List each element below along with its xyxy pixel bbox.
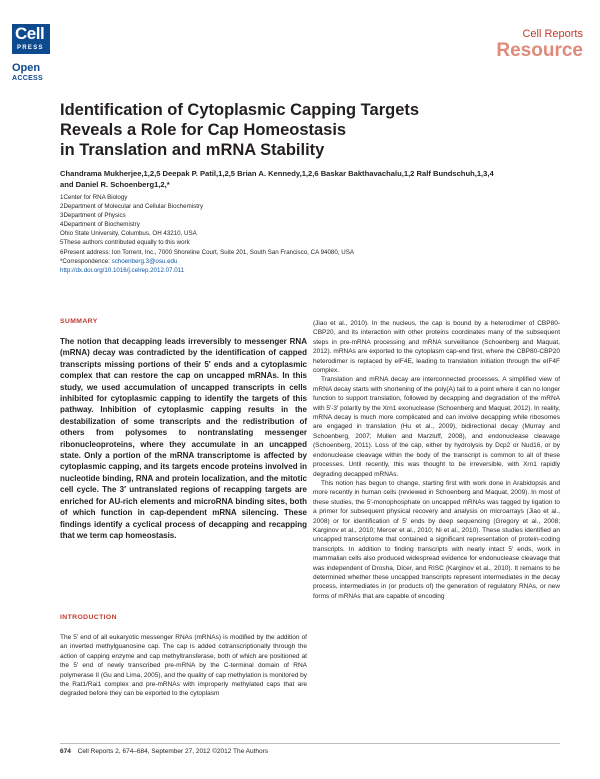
- footer-citation: Cell Reports 2, 674–684, September 27, 2012 ©2012 The Authors: [77, 748, 269, 755]
- doi-link[interactable]: http://dx.doi.org/10.1016/j.celrep.2012.07.011: [60, 266, 185, 274]
- cell-press-logo: [12, 24, 50, 54]
- affiliation: 3Department of Physics: [60, 212, 126, 220]
- right-column: [313, 319, 560, 601]
- affiliation: 4Department of Biochemistry: [60, 221, 140, 229]
- introduction-heading: INTRODUCTION: [60, 614, 117, 621]
- introduction-text: The 5′ end of all eukaryotic messenger RNAs (mRNAs) is modified by the addition of an inverted methylguanosine cap. The cap is added cotranscriptionally through the action of capping enzyme and cap methyltransferase, both of which are positioned at the 5′ end of newly transcribed pre-mRNA by the C-terminal domain of RNA polymerase II (Gu and Lima, 2005), and the quality of cap methylation is monitored by the Rat1/Rai1 complex and pre-mRNAs with improperly methylated caps that are degraded before they can be exported to the cytoplasm: [60, 634, 307, 698]
- body-paragraph: (Jiao et al., 2010). In the nucleus, the cap is bound by a heterodimer of CBP80-CBP20, and its interaction with other proteins coordinates many of the subsequent steps in pre-mRNA processing and mRNA surveillance (Schoenberg and Maquat, 2012). mRNAs are exported to the cytoplasm cap-end first, where the CBP80-CBP20 heterodimer is replaced by eIF4E, leading to translation initiation through the eIF4F complex.: [313, 320, 560, 375]
- page-number: 674: [60, 748, 71, 755]
- author-line: and Daniel R. Schoenberg1,2,*: [60, 179, 170, 189]
- summary-heading: SUMMARY: [60, 318, 98, 325]
- affiliation: 5These authors contributed equally to this work: [60, 239, 190, 247]
- body-paragraph: This notion has begun to change, starting first with work done in Arabidopsis and more recently in human cells (reviewed in Schoenberg and Maquat, 2009). In most of these studies, the 5′-monophosphate on uncapped mRNAs was tagged by ligation to a primer for subsequent physical recovery and analysis on microarrays (Jiao et al., 2008) or for identification of 5′ ends by deep sequencing (Gregory et al., 2008; Karginov et al., 2010; Mercer et al., 2010; Ni et al., 2010). These studies identified an uncapped transcriptome that contained a significant representation of protein-coding transcripts. In addition to finding transcripts with nearly intact 5′ ends, work in mammalian cells also produced widespread evidence for endonuclease cleavage that was independent of Drosha, Dicer, and RISC (Karginov et al., 2010). It remains to be determined whether these uncapped transcripts represent intermediates in the decay process, intermediates in (or products of) the generation of regulatory RNAs, or new forms of mRNAs that are capable of encoding: [313, 479, 560, 600]
- open-access-line1: Open: [12, 62, 41, 74]
- article-type: Resource: [496, 40, 583, 61]
- page-footer: [60, 748, 268, 755]
- summary-text: The notion that decapping leads irreversibly to messenger RNA (mRNA) decay was contradicted by the identification of capped transcripts missing portions of their 5′ ends and a cytoplasmic complex that can restore the cap on uncapped mRNAs. In this study, we used accumulation of uncapped transcripts in cells inhibited for cytoplasmic capping to identify the targets of this pathway. Inhibition of cytoplasmic capping results in the destabilization of some transcripts and the redistribution of others from polysomes to nontranslating messenger ribonucleoproteins, where they accumulate in an uncapped state. Only a portion of the mRNA transcriptome is affected by cytoplasmic capping, and its targets encode proteins involved in nucleotide binding, RNA and protein localization, and the mitotic cell cycle. The 3′ untranslated regions of recapping targets are enriched for AU-rich elements and microRNA binding sites, both of which function in cap-dependent mRNA silencing. These findings identify a cyclical process of decapping and recapping that we term cap homeostasis.: [60, 337, 307, 540]
- affiliation: 2Department of Molecular and Cellular Biochemistry: [60, 203, 204, 211]
- logo-sub-text: PRESS: [17, 45, 44, 51]
- author-list: [60, 169, 570, 190]
- title-line: in Translation and mRNA Stability: [60, 141, 325, 159]
- title-line: Reveals a Role for Cap Homeostasis: [60, 121, 347, 139]
- affiliation: 1Center for RNA Biology: [60, 194, 128, 201]
- open-access-badge: [12, 62, 43, 84]
- correspondence-line: [60, 257, 580, 266]
- affiliations: [60, 193, 580, 275]
- open-access-line2: ACCESS: [12, 75, 43, 82]
- body-paragraph: Translation and mRNA decay are interconnected processes. A simplified view of mRNA decay starts with shortening of the poly(A) tail to a point where it can no longer function to support translation, followed by decapping and degradation of the mRNA with 5′-3′ polarity by the Xrn1 exonuclease (Schoenberg and Maquat, 2012). In reality, mRNA decay is much more complicated and can involve decapping while ribosomes are engaged in translation (Hu et al., 2009), bidirectional decay (Murray and Schoenberg, 2007; Mullen and Marzluff, 2008), and endonuclease cleavage (Schoenberg, 2011). Loss of the cap, either by hydrolysis by Dcp2 or Nud16, or by endonuclease cleavage within the body of the transcript is common to all of these processes. Until recently, this was thought to be irreversible, with Xrn1 rapidly degrading decapped mRNAs.: [313, 376, 560, 478]
- correspondence-label: *Correspondence:: [60, 257, 112, 265]
- footer-divider: [60, 743, 560, 744]
- title-line: Identification of Cytoplasmic Capping Targets: [60, 101, 420, 119]
- affiliation: 6Present address: Ion Torrent, Inc., 7000 Shoreline Court, Suite 201, South San Francisco, CA 94080, USA: [60, 248, 354, 256]
- author-line: Chandrama Mukherjee,1,2,5 Deepak P. Patil,1,2,5 Brian A. Kennedy,1,2,6 Baskar Bakthavachalu,1,2 Ralf Bundschuh,1,3,4: [60, 169, 494, 178]
- article-title: [60, 100, 540, 160]
- journal-name: Cell Reports: [522, 28, 583, 40]
- affiliation: Ohio State University, Columbus, OH 43210, USA: [60, 230, 197, 238]
- logo-main-text: Cell: [15, 24, 45, 43]
- correspondence-email-link[interactable]: schoenberg.3@osu.edu: [111, 257, 178, 265]
